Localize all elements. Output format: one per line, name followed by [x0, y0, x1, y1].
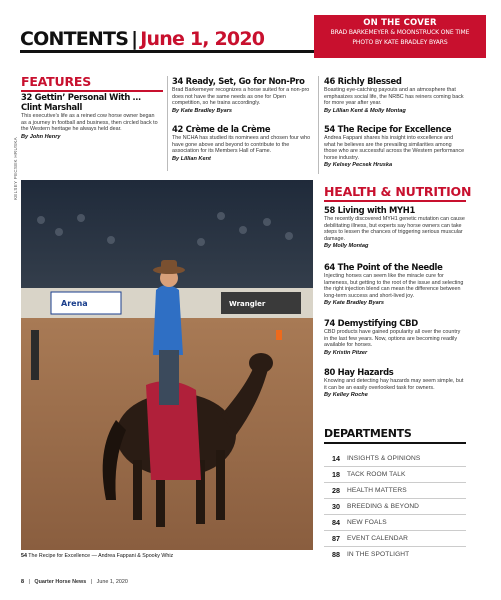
- feature-title: 42 Crème de la Crème: [172, 124, 271, 134]
- department-divider: [324, 514, 466, 515]
- department-page: 84: [332, 518, 340, 527]
- department-label: IN THE SPOTLIGHT: [347, 550, 410, 558]
- health-title: 64 The Point of the Needle: [324, 262, 443, 272]
- department-label: EVENT CALENDAR: [347, 534, 409, 542]
- feature-entry[interactable]: [172, 124, 312, 163]
- page-number: 8: [21, 579, 24, 585]
- health-entry[interactable]: [324, 262, 466, 307]
- feature-title: 46 Richly Blessed: [324, 76, 402, 86]
- feature-entry[interactable]: [21, 92, 161, 141]
- department-label: TACK ROOM TALK: [347, 470, 406, 478]
- on-the-cover-box: [314, 15, 486, 58]
- health-title: 58 Living with MYH1: [324, 205, 416, 215]
- health-title: 74 Demystifying CBD: [324, 318, 418, 328]
- health-author: By Kate Bradley Byars: [324, 300, 385, 307]
- health-title: 80 Hay Hazards: [324, 367, 394, 377]
- feature-description: Andrea Fappani shares his insight into excellence and what he believes are the prevailing similarities among those who are successful across the Western performance horse industry.: [324, 135, 465, 161]
- arena-banner-text: Arena: [61, 299, 88, 308]
- department-divider: [324, 482, 466, 483]
- feature-description: The NCHA has studied its nominees and chosen four who have gone above and beyond to contribute to the association for its Members Hall of Fame.: [172, 135, 311, 155]
- health-rule: [324, 200, 466, 202]
- department-divider: [324, 498, 466, 499]
- publication-name: Quarter Horse News: [34, 579, 87, 585]
- department-divider: [324, 546, 466, 547]
- feature-author: By John Henry: [21, 133, 61, 140]
- health-author: By Molly Montag: [324, 243, 369, 250]
- department-divider: [324, 466, 466, 467]
- cover-photo-credit: PHOTO BY KATE BRADLEY BYARS: [352, 39, 448, 46]
- feature-photo: [21, 180, 313, 550]
- features-heading: FEATURES: [21, 74, 92, 89]
- page-title: [20, 28, 264, 50]
- department-label: HEALTH MATTERS: [347, 486, 407, 494]
- caption-page-number: 54: [21, 553, 27, 559]
- feature-entry[interactable]: [324, 124, 466, 169]
- department-page: 30: [332, 502, 340, 511]
- contents-label: CONTENTS: [20, 28, 129, 50]
- footer-date: June 1, 2020: [96, 579, 128, 585]
- health-description: Injecting horses can seem like the miracle cure for lameness, but getting to the root of the issue and selecting the right injection blend can mean the difference between long-term success and short-lived joy.: [324, 273, 464, 299]
- department-page: 87: [332, 534, 340, 543]
- department-label: INSIGHTS & OPINIONS: [347, 454, 421, 462]
- feature-description: Boasting eye-catching payouts and an atmosphere that emphasizes social life, the NRBC has reiners coming back for more year after year.: [324, 87, 464, 107]
- health-author: By Kristin Pitzer: [324, 349, 368, 356]
- feature-title: 54 The Recipe for Excellence: [324, 124, 452, 134]
- feature-entry[interactable]: [172, 76, 312, 115]
- feature-title: 32 Gettin’ Personal With … Clint Marshall: [21, 92, 141, 112]
- department-label: NEW FOALS: [347, 518, 387, 526]
- health-description: CBD products have gained popularity all over the country in the last few years. Now, options are becoming readily available for horses.: [324, 329, 461, 349]
- cover-title: ON THE COVER: [363, 18, 437, 28]
- department-divider: [324, 530, 466, 531]
- photo-credit: KELSEY PECSEK HRUSKA: [13, 137, 18, 200]
- column-divider: [318, 76, 319, 174]
- photo-caption: [21, 553, 173, 559]
- health-description: The recently discovered MYH1 genetic mutation can cause debilitating illness, but experts say horse owners can take steps to lessen the chances of triggering serious muscular damage.: [324, 216, 465, 242]
- column-divider: [167, 76, 168, 171]
- department-page: 88: [332, 550, 340, 559]
- feature-description: This executive’s life as a reined cow horse owner began as a journey in football and business, then circled back to the Western heritage he always held dear.: [21, 113, 158, 133]
- cover-subject: BRAD BARKEMEYER & MOONSTRUCK ONE TIME: [330, 29, 470, 36]
- departments-rule: [324, 442, 466, 444]
- department-label: BREEDING & BEYOND: [347, 502, 420, 510]
- health-entry[interactable]: [324, 367, 466, 399]
- health-entry[interactable]: [324, 318, 466, 357]
- departments-heading: DEPARTMENTS: [324, 427, 412, 440]
- department-page: 18: [332, 470, 340, 479]
- header-rule: [20, 50, 315, 53]
- department-page: 14: [332, 454, 340, 463]
- feature-description: Brad Barkemeyer recognizes a horse suited for a non-pro does not have the same needs as one for Open competition, so he trains accordingly.: [172, 87, 310, 107]
- feature-author: By Lillian Kent: [172, 155, 211, 162]
- feature-title: 34 Ready, Set, Go for Non-Pro: [172, 76, 305, 86]
- health-author: By Kelley Roche: [324, 392, 368, 399]
- department-page: 28: [332, 486, 340, 495]
- feature-entry[interactable]: [324, 76, 466, 115]
- feature-author: By Kate Bradley Byars: [172, 107, 233, 114]
- page-footer: 8 | Quarter Horse News | June 1, 2020: [21, 579, 128, 585]
- sponsor-banner-text: Wrangler: [229, 300, 266, 308]
- health-description: Knowing and detecting hay hazards may seem simple, but it can be an easily overlooked task for owners.: [324, 378, 464, 391]
- feature-author: By Lillian Kent & Molly Montag: [324, 107, 406, 114]
- issue-date: June 1, 2020: [140, 28, 265, 50]
- health-entry[interactable]: [324, 205, 466, 250]
- caption-text: The Recipe for Excellence — Andrea Fappani & Spooky Whiz: [28, 553, 174, 559]
- health-heading: HEALTH & NUTRITION: [324, 184, 472, 199]
- feature-author: By Kelsey Pecsek Hruska: [324, 162, 393, 169]
- title-separator: |: [131, 28, 138, 50]
